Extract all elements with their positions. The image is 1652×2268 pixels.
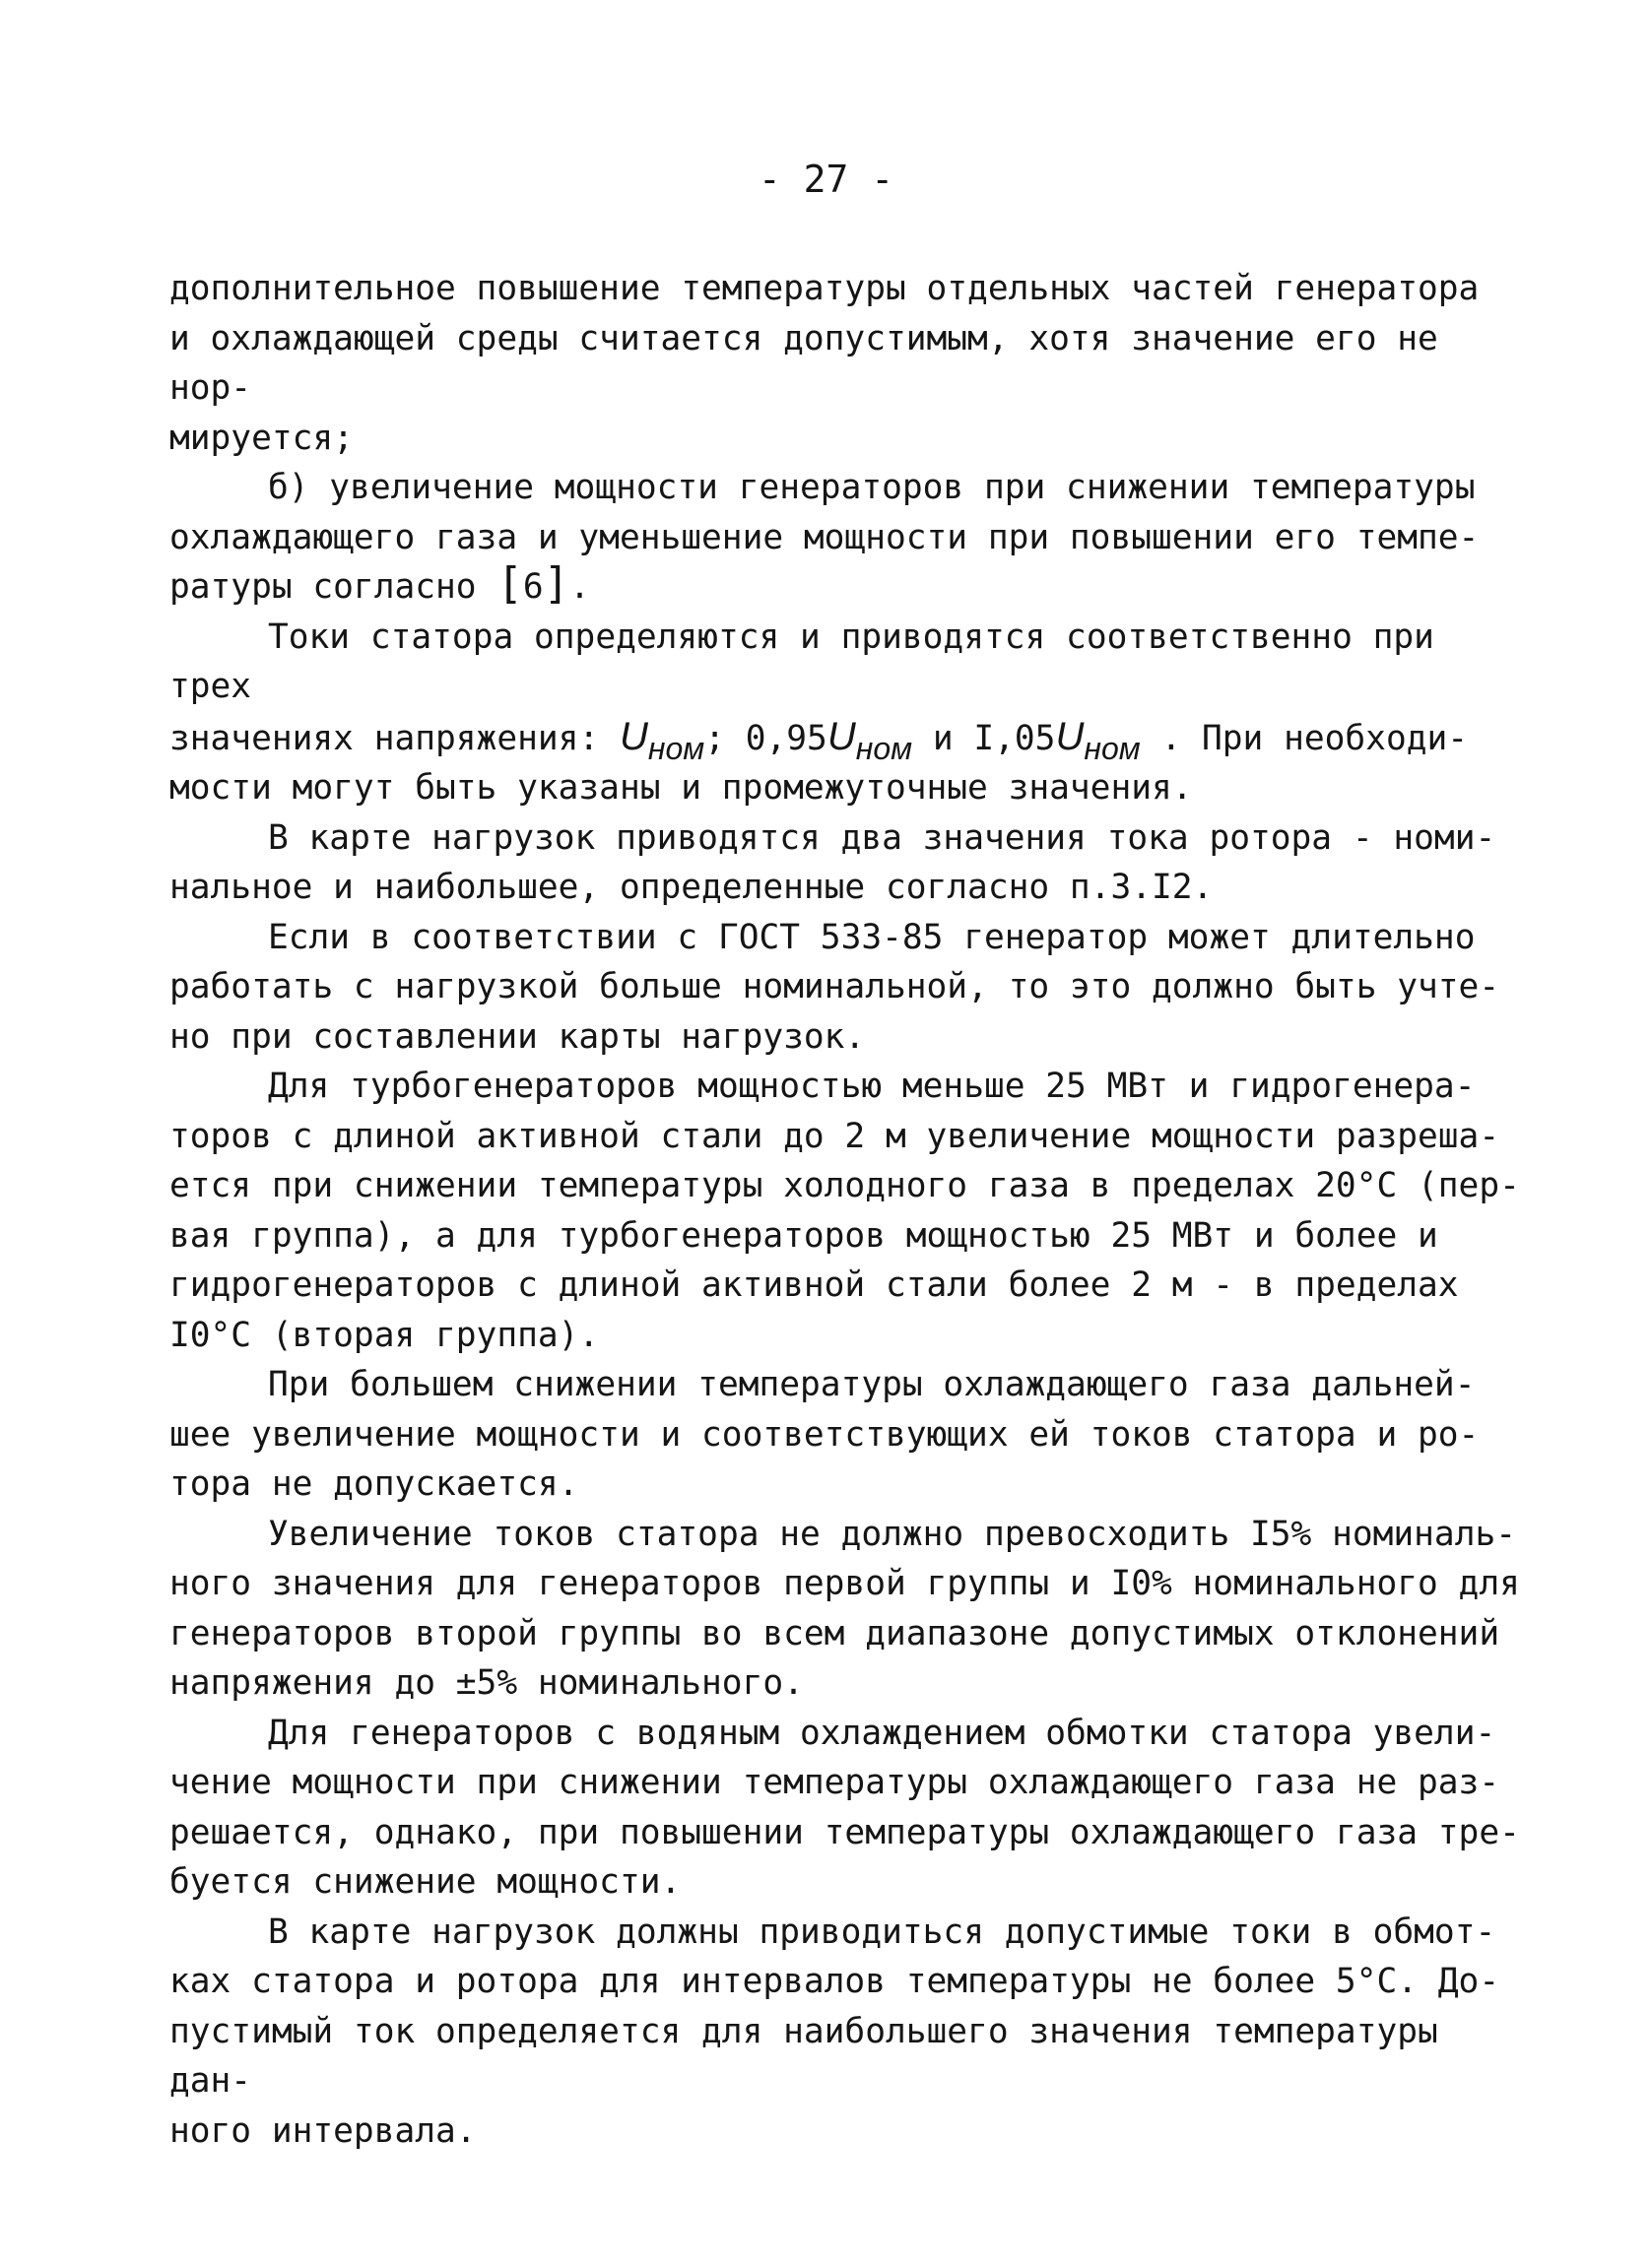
reference-bracket-open: [ [496,558,523,609]
text-line: торов с длиной активной стали до 2 м увеличение мощности разреша- [169,1116,1500,1156]
paragraph-6 [169,1062,1529,1360]
text-line: охлаждающего газа и уменьшение мощности при повышении его темпе- [169,517,1480,557]
text-line: ется при снижении температуры холодного газа в пределах 20°С (пер- [169,1166,1520,1205]
text-line: чение мощности при снижении температуры охлаждающего газа не раз- [169,1763,1500,1802]
text-line: шее увеличение мощности и соответствующих ей токов статора и ро- [169,1414,1480,1455]
paragraph-2 [169,463,1529,613]
page-number: - 27 - [758,158,894,201]
text-line: вая группа), а для турбогенераторов мощностью 25 МВт и более и [169,1215,1438,1256]
reference-number: 6 [522,567,544,607]
paragraph-7 [169,1360,1529,1510]
voltage-symbol: $U_{ном}$ [826,714,913,766]
text-line: пустимый ток определяется для наибольшего значения температуры дан- [169,2011,1438,2101]
text-segment: и I,05 [912,718,1056,758]
text-line: дополнительное повышение температуры отдельных частей генератора [169,269,1480,308]
text-line: но при составлении карты нагрузок. [169,1016,866,1057]
text-line: Токи статора определяются и приводятся соответственно при трех [169,616,1434,706]
text-line: ках статора и ротора для интервалов температуры не более 5°С. До- [169,1962,1500,2001]
text-line: гидрогенераторов с длиной активной стали более 2 м - в пределах [169,1265,1459,1305]
line-end: . [569,567,590,607]
text-line: мируется; [169,418,354,458]
text-line: мости могут быть указаны и промежуточные значения. [169,768,1193,808]
text-line: Увеличение токов статора не должно превосходить I5% номиналь- [268,1514,1517,1554]
paragraph-4 [169,813,1529,913]
text-line: нальное и наибольшее, определенные согласно п.3.I2. [169,868,1214,907]
text-line: генераторов второй группы во всем диапазоне допустимых отклонений [169,1613,1500,1653]
paragraph-5 [169,913,1529,1063]
text-line: тора не допускается. [169,1464,579,1504]
text-line: буется снижение мощности. [169,1862,682,1902]
paragraph-3 [169,613,1529,813]
text-line: В карте нагрузок приводятся два значения тока ротора - номи- [268,817,1496,858]
text-line: ного значения для генераторов первой группы и I0% номинального для [169,1564,1520,1603]
text-line: ного интервала. [169,2110,477,2151]
text-line: работать с нагрузкой больше номинальной, то это должно быть учте- [169,967,1500,1006]
text-line: Для генераторов с водяным охлаждением обмотки статора увели- [268,1713,1496,1753]
text-line: I0°С (вторая группа). [169,1315,600,1355]
text-line: При большем снижении температуры охлаждающего газа дальней- [268,1365,1476,1404]
text-segment: . При необходи- [1140,718,1469,758]
text-line: решается, однако, при повышении температуры охлаждающего газа тре- [169,1812,1520,1852]
voltage-symbol: $U_{ном}$ [1055,714,1141,766]
text-line: ратуры согласно [169,567,497,607]
reference-bracket-close: ] [543,558,570,609]
voltage-symbol: $U_{ном}$ [619,714,705,766]
text-segment: значениях напряжения: [169,718,620,758]
text-segment: ; 0,95 [704,718,827,758]
paragraph-10 [169,1908,1529,2157]
text-line: Для турбогенераторов мощностью меньше 25 МВт и гидрогенера- [268,1067,1476,1106]
paragraph-8 [169,1510,1529,1709]
text-line: б) увеличение мощности генераторов при снижении температуры [268,468,1476,507]
text-line: напряжения до ±5% номинального. [169,1663,804,1703]
document-body [169,264,1529,2156]
text-line: и охлаждающей среды считается допустимым, хотя значение его не нор- [169,318,1438,408]
paragraph-9 [169,1709,1529,1908]
text-line: Если в соответствии с ГОСТ 533-85 генератор может длительно [268,917,1476,957]
text-line: В карте нагрузок должны приводиться допустимые токи в обмот- [268,1912,1496,1952]
paragraph-1 [169,264,1529,463]
